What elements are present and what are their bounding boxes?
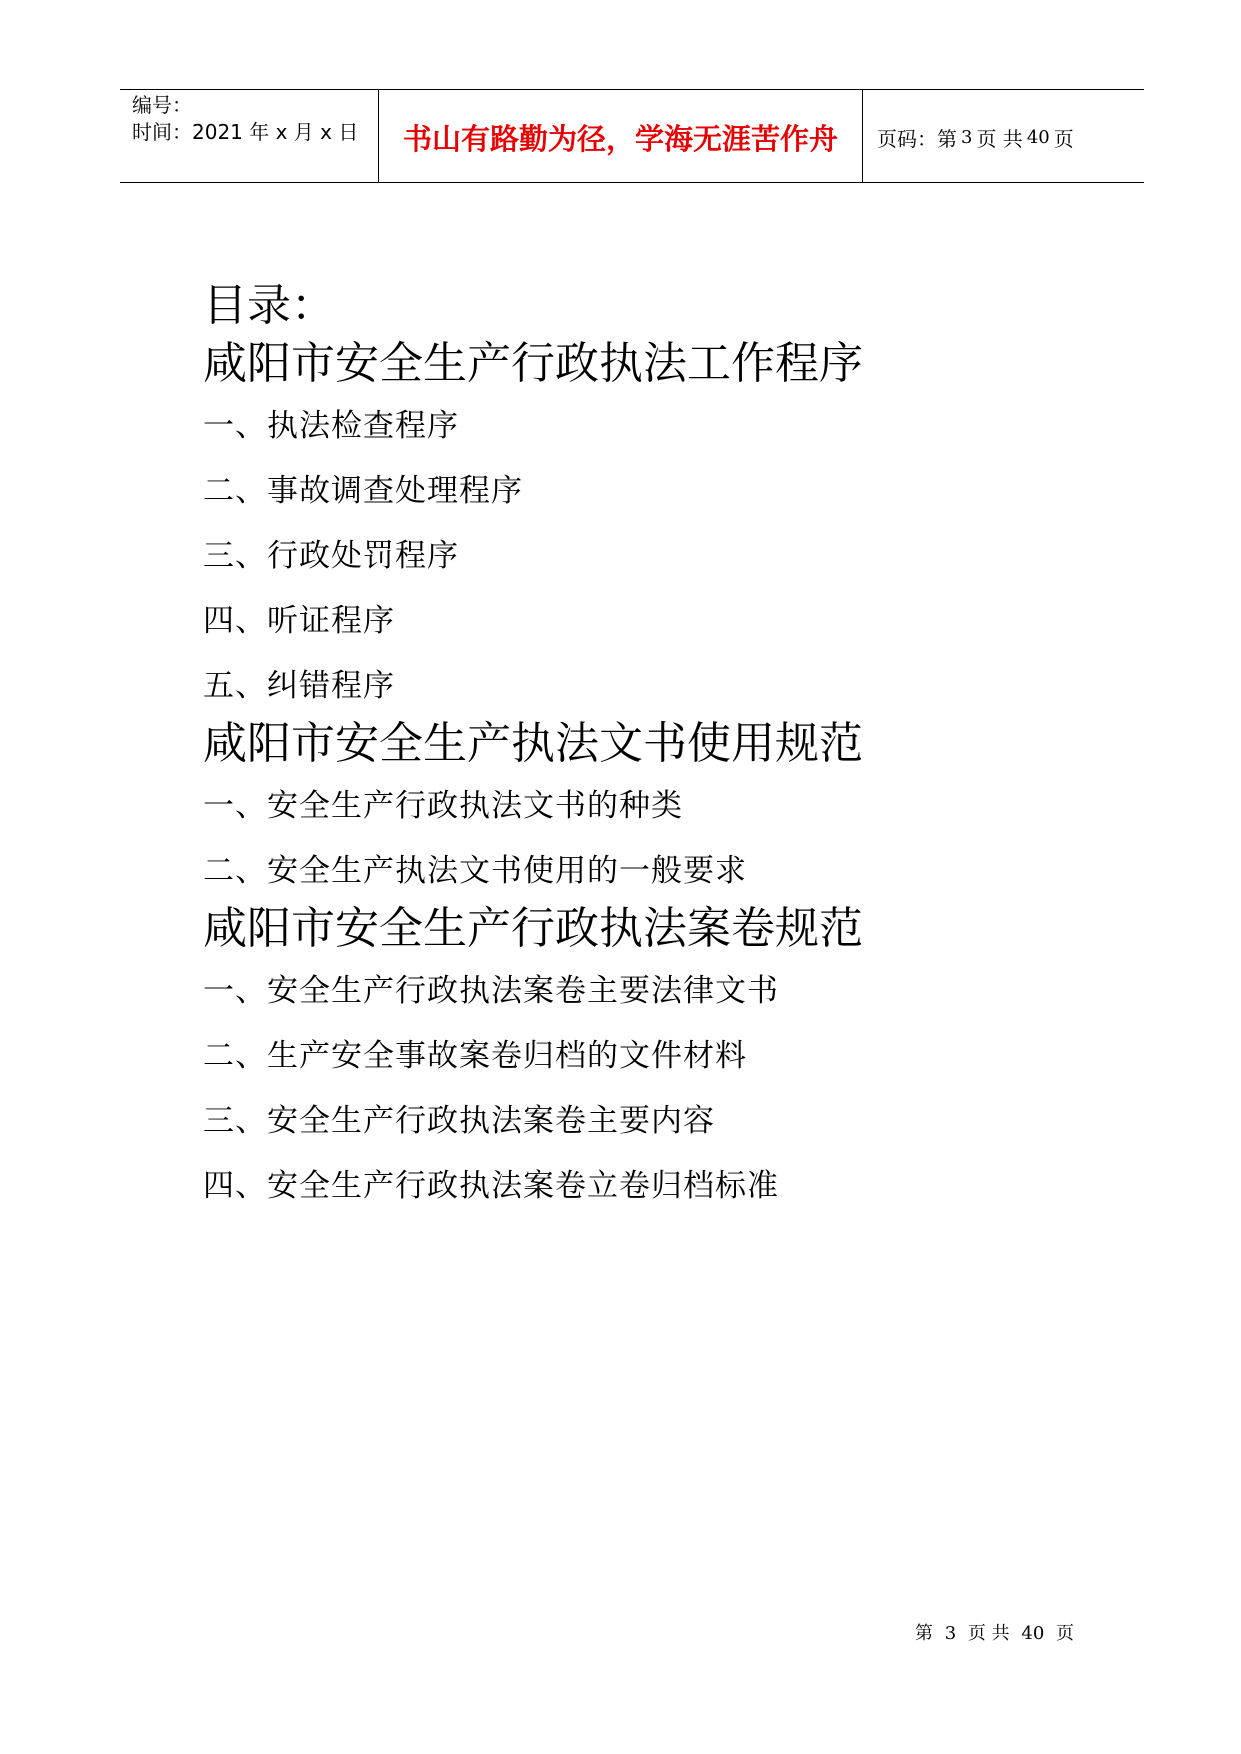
toc-item: 二、事故调查处理程序	[203, 473, 523, 509]
page-prefix: 页码：第	[877, 126, 957, 151]
toc-item: 三、行政处罚程序	[203, 538, 459, 574]
toc-item: 四、听证程序	[203, 603, 395, 639]
footer-prefix: 第	[915, 1623, 933, 1644]
page-header	[120, 89, 1144, 183]
footer-mid: 页 共	[967, 1623, 1010, 1644]
time-label: 时间：2021 年 x 月 x 日	[132, 120, 359, 144]
toc-item: 四、安全生产行政执法案卷立卷归档标准	[203, 1168, 779, 1204]
toc-title: 目录：	[203, 280, 335, 331]
toc-item: 一、执法检查程序	[203, 408, 459, 444]
toc	[203, 280, 1163, 1206]
footer-current: 3	[944, 1623, 957, 1644]
toc-item: 二、生产安全事故案卷归档的文件材料	[203, 1038, 747, 1074]
page-current: 3	[961, 126, 973, 148]
toc-item: 三、安全生产行政执法案卷主要内容	[203, 1103, 715, 1139]
footer-suffix: 页	[1056, 1623, 1075, 1644]
serial-label: 编号：	[132, 93, 192, 117]
header-page-info	[863, 90, 1144, 182]
header-meta	[120, 90, 379, 182]
toc-section-title: 咸阳市安全生产行政执法工作程序	[203, 338, 863, 389]
toc-section-title: 咸阳市安全生产行政执法案卷规范	[203, 903, 863, 954]
page-footer	[915, 1619, 1080, 1645]
toc-item: 一、安全生产行政执法案卷主要法律文书	[203, 973, 779, 1009]
toc-item: 一、安全生产行政执法文书的种类	[203, 788, 683, 824]
header-motto: 书山有路勤为径，学海无涯苦作舟	[379, 90, 863, 182]
page-suffix: 页	[1053, 126, 1074, 151]
toc-item: 五、纠错程序	[203, 668, 395, 704]
footer-total: 40	[1021, 1623, 1045, 1644]
page-total: 40	[1026, 126, 1050, 148]
page-mid: 页 共	[976, 126, 1023, 151]
toc-section-title: 咸阳市安全生产执法文书使用规范	[203, 718, 863, 769]
toc-item: 二、安全生产执法文书使用的一般要求	[203, 853, 747, 889]
